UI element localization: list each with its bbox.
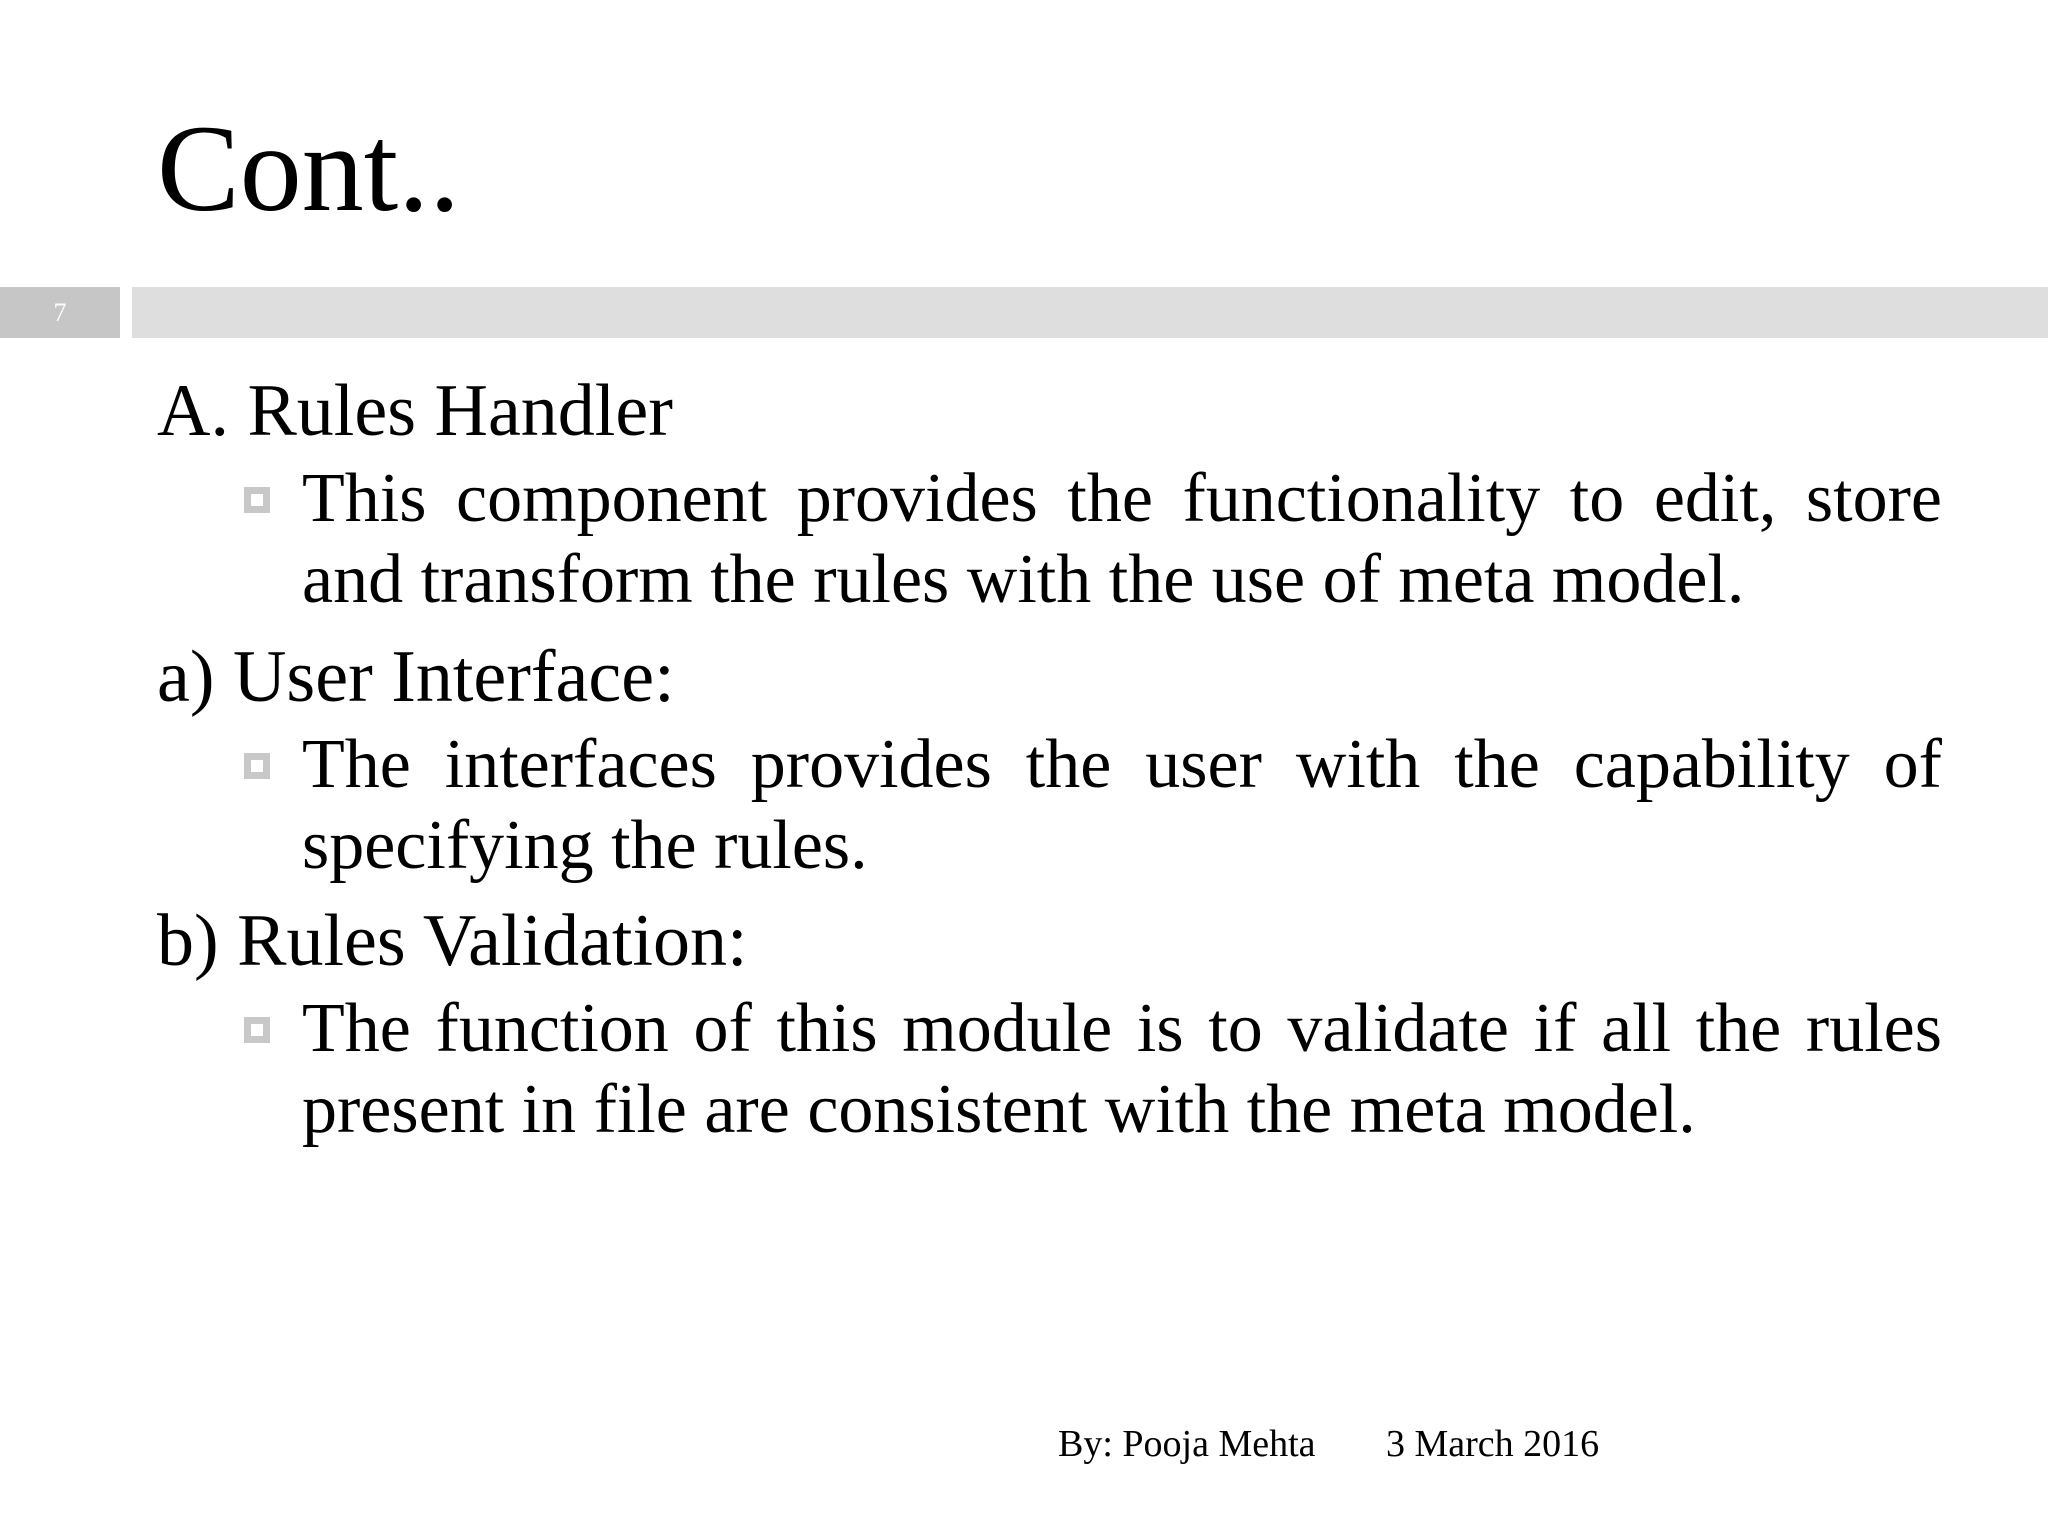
square-bullet-icon <box>244 753 270 779</box>
slide-title: Cont.. <box>157 100 461 237</box>
bullet-item-user-interface <box>302 724 1942 886</box>
bullet-item-rules-handler <box>302 458 1942 620</box>
slide-number: 7 <box>53 298 67 327</box>
bullet-text: The function of this module is to validate if all the rules present in file are consistent with the meta model. <box>302 990 1942 1148</box>
bullet-item-rules-validation <box>302 988 1942 1150</box>
slide-number-badge <box>0 287 120 338</box>
footer-date: 3 March 2016 <box>1386 1423 1600 1465</box>
section-heading-rules-handler: A. Rules Handler <box>157 370 673 452</box>
section-heading-rules-validation: b) Rules Validation: <box>157 900 748 982</box>
section-heading-user-interface: a) User Interface: <box>157 636 675 718</box>
slide-body <box>157 370 1942 1150</box>
footer-author: By: Pooja Mehta <box>1058 1423 1316 1465</box>
bullet-text: The interfaces provides the user with the capability of specifying the rules. <box>302 726 1942 884</box>
square-bullet-icon <box>244 487 270 513</box>
bullet-text: This component provides the functionality to edit, store and transform the rules with the use of meta model. <box>302 460 1942 618</box>
square-bullet-icon <box>244 1017 270 1043</box>
title-divider-bar <box>132 287 2048 338</box>
